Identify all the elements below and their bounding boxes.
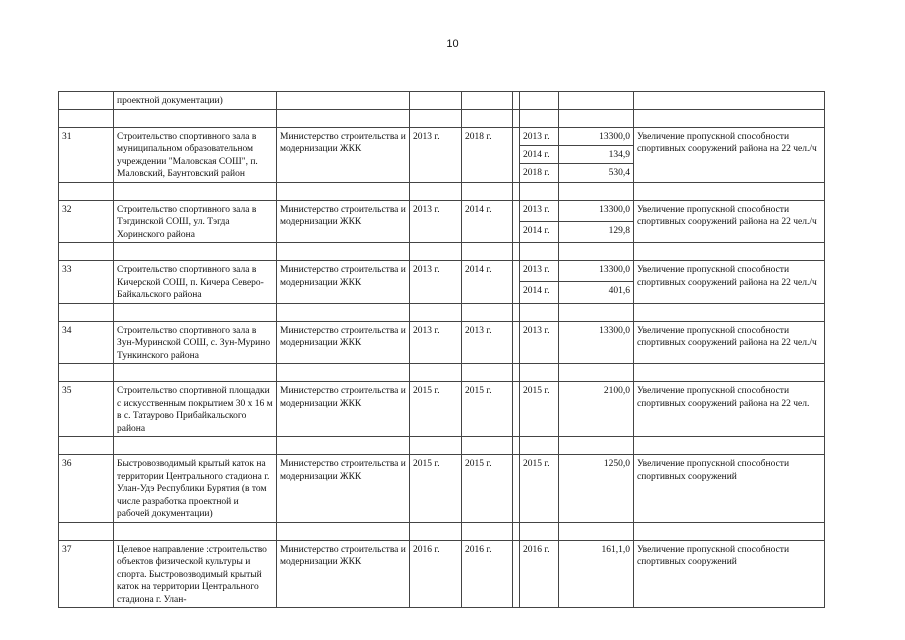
separator-row xyxy=(59,303,825,321)
executor-cell xyxy=(277,92,410,110)
funding-amount-cell: 13300,0 xyxy=(559,321,634,364)
empty-cell xyxy=(634,243,825,261)
empty-cell xyxy=(462,303,513,321)
end-year-cell: 2015 г. xyxy=(462,382,513,437)
empty-cell xyxy=(462,109,513,127)
separator-row xyxy=(59,364,825,382)
table-row xyxy=(59,321,825,364)
table-body xyxy=(59,92,825,608)
empty-cell xyxy=(410,182,462,200)
spacer-cell xyxy=(513,127,520,182)
result-cell: Увеличение пропускной способности спортивных сооружений района на 22 чел. xyxy=(634,382,825,437)
start-year-cell: 2015 г. xyxy=(410,382,462,437)
row-number-cell: 35 xyxy=(59,382,114,437)
funding-amount-cell: 13300,0 xyxy=(559,200,634,221)
spacer-cell xyxy=(513,540,520,608)
empty-cell xyxy=(520,243,559,261)
funding-amount-cell: 13300,0 xyxy=(559,127,634,145)
empty-cell xyxy=(559,437,634,455)
empty-cell xyxy=(59,182,114,200)
activity-name-cell: проектной документации) xyxy=(114,92,277,110)
funding-amount-cell: 129,8 xyxy=(559,221,634,242)
program-table xyxy=(58,91,825,608)
empty-cell xyxy=(410,109,462,127)
funding-year-cell: 2014 г. xyxy=(520,145,559,163)
funding-amount-cell: 530,4 xyxy=(559,164,634,182)
empty-cell xyxy=(513,243,520,261)
table-row xyxy=(59,200,825,221)
empty-cell xyxy=(513,109,520,127)
activity-name-cell: Целевое направление :строительство объектов физической культуры и спорта. Быстровозводимый крытый каток на территории Центрального стадиона г. Улан- xyxy=(114,540,277,608)
executor-cell: Министерство строительства и модернизации ЖКК xyxy=(277,540,410,608)
empty-cell xyxy=(634,303,825,321)
row-number-cell: 36 xyxy=(59,455,114,523)
empty-cell xyxy=(277,303,410,321)
result-cell: Увеличение пропускной способности спортивных сооружений xyxy=(634,540,825,608)
end-year-cell xyxy=(462,92,513,110)
end-year-cell: 2014 г. xyxy=(462,200,513,243)
empty-cell xyxy=(513,182,520,200)
executor-cell: Министерство строительства и модернизации ЖКК xyxy=(277,261,410,304)
activity-name-cell: Строительство спортивного зала в Кичерской СОШ, п. Кичера Северо-Байкальского района xyxy=(114,261,277,304)
empty-cell xyxy=(634,437,825,455)
start-year-cell: 2013 г. xyxy=(410,321,462,364)
empty-cell xyxy=(634,522,825,540)
empty-cell xyxy=(114,303,277,321)
page-number: 10 xyxy=(446,38,459,50)
result-cell: Увеличение пропускной способности спортивных сооружений района на 22 чел./ч xyxy=(634,261,825,304)
empty-cell xyxy=(277,364,410,382)
executor-cell: Министерство строительства и модернизации ЖКК xyxy=(277,127,410,182)
activity-name-cell: Строительство спортивного зала в Тэгдинской СОШ, ул. Тэгда Хоринского района xyxy=(114,200,277,243)
spacer-cell xyxy=(513,382,520,437)
empty-cell xyxy=(59,109,114,127)
funding-year-cell: 2013 г. xyxy=(520,321,559,364)
table-row xyxy=(59,92,825,110)
funding-year-cell: 2013 г. xyxy=(520,261,559,282)
empty-cell xyxy=(59,364,114,382)
empty-cell xyxy=(559,303,634,321)
spacer-cell xyxy=(513,200,520,243)
funding-amount-cell: 401,6 xyxy=(559,282,634,303)
empty-cell xyxy=(277,109,410,127)
start-year-cell xyxy=(410,92,462,110)
result-cell: Увеличение пропускной способности спортивных сооружений района на 22 чел./ч xyxy=(634,127,825,182)
separator-row xyxy=(59,182,825,200)
spacer-cell xyxy=(513,321,520,364)
result-cell: Увеличение пропускной способности спортивных сооружений района на 22 чел./ч xyxy=(634,200,825,243)
empty-cell xyxy=(277,182,410,200)
empty-cell xyxy=(513,303,520,321)
empty-cell xyxy=(559,243,634,261)
spacer-cell xyxy=(513,261,520,304)
result-cell: Увеличение пропускной способности спортивных сооружений района на 22 чел./ч xyxy=(634,321,825,364)
funding-amount-cell: 161,1,0 xyxy=(559,540,634,608)
funding-year-cell: 2014 г. xyxy=(520,282,559,303)
start-year-cell: 2013 г. xyxy=(410,127,462,182)
empty-cell xyxy=(634,364,825,382)
empty-cell xyxy=(520,522,559,540)
empty-cell xyxy=(559,109,634,127)
row-number-cell: 34 xyxy=(59,321,114,364)
funding-year-cell: 2015 г. xyxy=(520,455,559,523)
empty-cell xyxy=(559,182,634,200)
empty-cell xyxy=(410,243,462,261)
empty-cell xyxy=(462,182,513,200)
executor-cell: Министерство строительства и модернизации ЖКК xyxy=(277,321,410,364)
row-number-cell xyxy=(59,92,114,110)
empty-cell xyxy=(559,364,634,382)
funding-year-cell: 2018 г. xyxy=(520,164,559,182)
activity-name-cell: Строительство спортивного зала в муниципальном образовательном учреждении "Маловская СОШ", п. Маловский, Баунтовский район xyxy=(114,127,277,182)
empty-cell xyxy=(559,522,634,540)
empty-cell xyxy=(520,364,559,382)
empty-cell xyxy=(59,522,114,540)
empty-cell xyxy=(520,303,559,321)
start-year-cell: 2015 г. xyxy=(410,455,462,523)
executor-cell: Министерство строительства и модернизации ЖКК xyxy=(277,200,410,243)
end-year-cell: 2015 г. xyxy=(462,455,513,523)
funding-year-cell: 2013 г. xyxy=(520,127,559,145)
empty-cell xyxy=(410,364,462,382)
empty-cell xyxy=(277,437,410,455)
table-row xyxy=(59,127,825,145)
empty-cell xyxy=(462,522,513,540)
empty-cell xyxy=(114,243,277,261)
empty-cell xyxy=(277,243,410,261)
empty-cell xyxy=(277,522,410,540)
spacer-cell xyxy=(513,92,520,110)
empty-cell xyxy=(634,109,825,127)
funding-amount-cell xyxy=(559,92,634,110)
row-number-cell: 31 xyxy=(59,127,114,182)
start-year-cell: 2013 г. xyxy=(410,200,462,243)
empty-cell xyxy=(410,522,462,540)
activity-name-cell: Строительство спортивной площадки с искусственным покрытием 30 х 16 м в с. Татаурово Прибайкальского района xyxy=(114,382,277,437)
empty-cell xyxy=(513,437,520,455)
separator-row xyxy=(59,522,825,540)
empty-cell xyxy=(114,182,277,200)
separator-row xyxy=(59,109,825,127)
start-year-cell: 2016 г. xyxy=(410,540,462,608)
start-year-cell: 2013 г. xyxy=(410,261,462,304)
activity-name-cell: Быстровозводимый крытый каток на территории Центрального стадиона г. Улан-Удэ Республики Бурятия (в том числе разработка проектной и рабочей документации) xyxy=(114,455,277,523)
end-year-cell: 2016 г. xyxy=(462,540,513,608)
funding-year-cell: 2015 г. xyxy=(520,382,559,437)
table-row xyxy=(59,382,825,437)
empty-cell xyxy=(462,243,513,261)
result-cell xyxy=(634,92,825,110)
empty-cell xyxy=(462,364,513,382)
empty-cell xyxy=(462,437,513,455)
empty-cell xyxy=(59,437,114,455)
empty-cell xyxy=(114,109,277,127)
funding-year-cell: 2014 г. xyxy=(520,221,559,242)
table-row xyxy=(59,261,825,282)
empty-cell xyxy=(634,182,825,200)
empty-cell xyxy=(513,522,520,540)
empty-cell xyxy=(114,522,277,540)
empty-cell xyxy=(59,243,114,261)
table-row xyxy=(59,540,825,608)
executor-cell: Министерство строительства и модернизации ЖКК xyxy=(277,455,410,523)
funding-year-cell: 2016 г. xyxy=(520,540,559,608)
row-number-cell: 32 xyxy=(59,200,114,243)
separator-row xyxy=(59,437,825,455)
end-year-cell: 2013 г. xyxy=(462,321,513,364)
table-row xyxy=(59,455,825,523)
empty-cell xyxy=(410,437,462,455)
empty-cell xyxy=(410,303,462,321)
empty-cell xyxy=(114,364,277,382)
funding-year-cell: 2013 г. xyxy=(520,200,559,221)
row-number-cell: 37 xyxy=(59,540,114,608)
funding-amount-cell: 1250,0 xyxy=(559,455,634,523)
empty-cell xyxy=(513,364,520,382)
funding-amount-cell: 13300,0 xyxy=(559,261,634,282)
activity-name-cell: Строительство спортивного зала в Зун-Муринской СОШ, с. Зун-Мурино Тункинского района xyxy=(114,321,277,364)
empty-cell xyxy=(520,109,559,127)
end-year-cell: 2018 г. xyxy=(462,127,513,182)
funding-amount-cell: 2100,0 xyxy=(559,382,634,437)
separator-row xyxy=(59,243,825,261)
empty-cell xyxy=(114,437,277,455)
executor-cell: Министерство строительства и модернизации ЖКК xyxy=(277,382,410,437)
empty-cell xyxy=(520,437,559,455)
row-number-cell: 33 xyxy=(59,261,114,304)
empty-cell xyxy=(520,182,559,200)
spacer-cell xyxy=(513,455,520,523)
funding-year-cell xyxy=(520,92,559,110)
funding-amount-cell: 134,9 xyxy=(559,145,634,163)
end-year-cell: 2014 г. xyxy=(462,261,513,304)
empty-cell xyxy=(59,303,114,321)
result-cell: Увеличение пропускной способности спортивных сооружений xyxy=(634,455,825,523)
